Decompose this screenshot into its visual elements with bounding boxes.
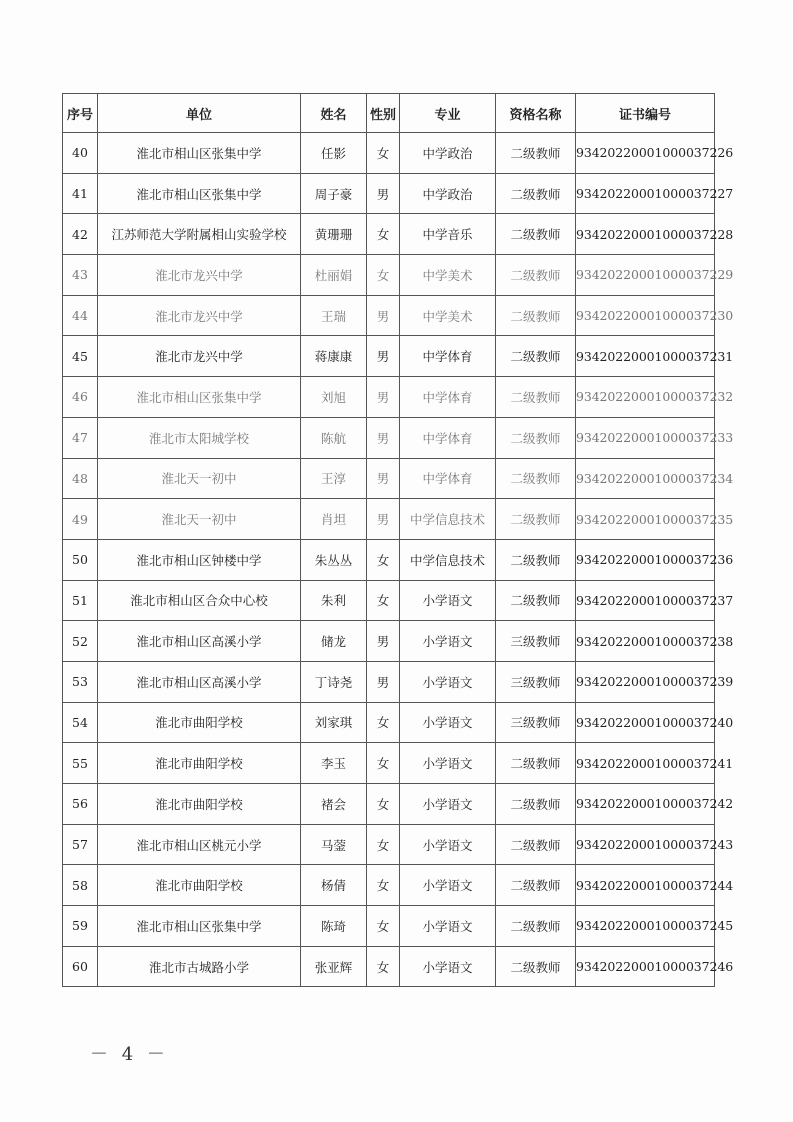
- cell-seq: 55: [63, 743, 98, 784]
- cell-name: 黄珊珊: [301, 214, 367, 255]
- cell-qualification: 二级教师: [496, 255, 576, 296]
- cell-name: 王淳: [301, 458, 367, 499]
- table-row: [63, 336, 715, 377]
- cell-major: 小学语文: [400, 824, 496, 865]
- cell-qualification: 三级教师: [496, 621, 576, 662]
- table-header-row: [63, 94, 715, 133]
- cell-name: 刘旭: [301, 377, 367, 418]
- cell-certificate: 93420220001000037239: [576, 661, 715, 702]
- cell-seq: 51: [63, 580, 98, 621]
- cell-qualification: 三级教师: [496, 702, 576, 743]
- cell-certificate: 93420220001000037236: [576, 539, 715, 580]
- cell-gender: 男: [367, 417, 400, 458]
- cell-qualification: 二级教师: [496, 824, 576, 865]
- cell-qualification: 二级教师: [496, 336, 576, 377]
- cell-major: 中学体育: [400, 336, 496, 377]
- cell-unit: 淮北市曲阳学校: [98, 743, 301, 784]
- cell-major: 中学音乐: [400, 214, 496, 255]
- cell-major: 小学语文: [400, 702, 496, 743]
- cell-major: 中学政治: [400, 133, 496, 174]
- cell-qualification: 二级教师: [496, 743, 576, 784]
- table-row: [63, 539, 715, 580]
- table-row: [63, 173, 715, 214]
- cell-unit: 淮北市曲阳学校: [98, 784, 301, 825]
- cell-gender: 女: [367, 865, 400, 906]
- cell-gender: 女: [367, 946, 400, 987]
- cell-unit: 淮北市龙兴中学: [98, 255, 301, 296]
- cell-seq: 44: [63, 295, 98, 336]
- cell-gender: 女: [367, 539, 400, 580]
- cell-certificate: 93420220001000037237: [576, 580, 715, 621]
- cell-gender: 男: [367, 173, 400, 214]
- cell-certificate: 93420220001000037228: [576, 214, 715, 255]
- cell-seq: 56: [63, 784, 98, 825]
- cell-unit: 淮北市相山区钟楼中学: [98, 539, 301, 580]
- cell-qualification: 二级教师: [496, 946, 576, 987]
- cell-name: 蒋康康: [301, 336, 367, 377]
- table-row: [63, 417, 715, 458]
- cell-unit: 淮北市太阳城学校: [98, 417, 301, 458]
- cell-certificate: 93420220001000037231: [576, 336, 715, 377]
- cell-unit: 淮北市曲阳学校: [98, 702, 301, 743]
- cell-unit: 淮北市相山区张集中学: [98, 133, 301, 174]
- table-row: [63, 824, 715, 865]
- cell-seq: 57: [63, 824, 98, 865]
- cell-qualification: 二级教师: [496, 458, 576, 499]
- cell-unit: 淮北天一初中: [98, 499, 301, 540]
- cell-name: 朱丛丛: [301, 539, 367, 580]
- cell-major: 中学体育: [400, 458, 496, 499]
- cell-certificate: 93420220001000037227: [576, 173, 715, 214]
- cell-unit: 淮北市相山区张集中学: [98, 173, 301, 214]
- cell-gender: 女: [367, 743, 400, 784]
- cell-name: 王瑞: [301, 295, 367, 336]
- cell-seq: 58: [63, 865, 98, 906]
- cell-name: 肖坦: [301, 499, 367, 540]
- cell-seq: 42: [63, 214, 98, 255]
- table-row: [63, 621, 715, 662]
- cell-major: 中学信息技术: [400, 499, 496, 540]
- cell-seq: 60: [63, 946, 98, 987]
- cell-name: 刘家琪: [301, 702, 367, 743]
- cell-unit: 淮北市相山区高溪小学: [98, 621, 301, 662]
- table-row: [63, 906, 715, 947]
- cell-name: 杜丽娟: [301, 255, 367, 296]
- cell-seq: 52: [63, 621, 98, 662]
- cell-major: 小学语文: [400, 865, 496, 906]
- cell-gender: 男: [367, 336, 400, 377]
- cell-name: 褚会: [301, 784, 367, 825]
- table-row: [63, 865, 715, 906]
- cell-name: 朱利: [301, 580, 367, 621]
- table-row: [63, 295, 715, 336]
- cell-name: 马蓥: [301, 824, 367, 865]
- table-row: [63, 946, 715, 987]
- cell-major: 小学语文: [400, 743, 496, 784]
- cell-name: 丁诗尧: [301, 661, 367, 702]
- cell-major: 小学语文: [400, 580, 496, 621]
- header-qualification: 资格名称: [496, 94, 576, 133]
- cell-seq: 50: [63, 539, 98, 580]
- cell-major: 小学语文: [400, 621, 496, 662]
- table-row: [63, 784, 715, 825]
- table-row: [63, 458, 715, 499]
- header-unit: 单位: [98, 94, 301, 133]
- cell-gender: 女: [367, 133, 400, 174]
- cell-major: 小学语文: [400, 784, 496, 825]
- cell-certificate: 93420220001000037245: [576, 906, 715, 947]
- header-major: 专业: [400, 94, 496, 133]
- cell-certificate: 93420220001000037233: [576, 417, 715, 458]
- cell-qualification: 二级教师: [496, 499, 576, 540]
- cell-seq: 46: [63, 377, 98, 418]
- cell-name: 储龙: [301, 621, 367, 662]
- cell-gender: 女: [367, 906, 400, 947]
- cell-gender: 男: [367, 295, 400, 336]
- cell-certificate: 93420220001000037243: [576, 824, 715, 865]
- header-certificate: 证书编号: [576, 94, 715, 133]
- cell-qualification: 二级教师: [496, 295, 576, 336]
- cell-name: 周子豪: [301, 173, 367, 214]
- cell-major: 中学体育: [400, 377, 496, 418]
- cell-certificate: 93420220001000037244: [576, 865, 715, 906]
- header-name: 姓名: [301, 94, 367, 133]
- cell-name: 陈航: [301, 417, 367, 458]
- cell-gender: 女: [367, 255, 400, 296]
- cell-gender: 男: [367, 377, 400, 418]
- cell-unit: 淮北市相山区张集中学: [98, 906, 301, 947]
- cell-unit: 淮北天一初中: [98, 458, 301, 499]
- cell-qualification: 二级教师: [496, 906, 576, 947]
- cell-qualification: 二级教师: [496, 214, 576, 255]
- cell-major: 中学政治: [400, 173, 496, 214]
- table-row: [63, 499, 715, 540]
- cell-gender: 男: [367, 458, 400, 499]
- cell-gender: 女: [367, 214, 400, 255]
- table-row: [63, 255, 715, 296]
- table-row: [63, 133, 715, 174]
- cell-unit: 淮北市相山区桃元小学: [98, 824, 301, 865]
- cell-name: 陈琦: [301, 906, 367, 947]
- cell-unit: 淮北市相山区合众中心校: [98, 580, 301, 621]
- cell-seq: 53: [63, 661, 98, 702]
- table-row: [63, 661, 715, 702]
- table-row: [63, 580, 715, 621]
- cell-qualification: 二级教师: [496, 133, 576, 174]
- cell-certificate: 93420220001000037246: [576, 946, 715, 987]
- cell-seq: 40: [63, 133, 98, 174]
- cell-certificate: 93420220001000037235: [576, 499, 715, 540]
- cell-certificate: 93420220001000037242: [576, 784, 715, 825]
- cell-name: 任影: [301, 133, 367, 174]
- cell-major: 中学信息技术: [400, 539, 496, 580]
- table-row: [63, 214, 715, 255]
- cell-name: 李玉: [301, 743, 367, 784]
- page-number: － 4 －: [90, 1044, 169, 1065]
- cell-certificate: 93420220001000037240: [576, 702, 715, 743]
- cell-major: 小学语文: [400, 906, 496, 947]
- cell-gender: 男: [367, 661, 400, 702]
- cell-unit: 淮北市古城路小学: [98, 946, 301, 987]
- cell-seq: 48: [63, 458, 98, 499]
- cell-major: 中学美术: [400, 255, 496, 296]
- cell-unit: 淮北市相山区张集中学: [98, 377, 301, 418]
- cell-major: 小学语文: [400, 661, 496, 702]
- cell-seq: 41: [63, 173, 98, 214]
- header-seq: 序号: [63, 94, 98, 133]
- cell-certificate: 93420220001000037226: [576, 133, 715, 174]
- cell-gender: 男: [367, 499, 400, 540]
- cell-certificate: 93420220001000037234: [576, 458, 715, 499]
- cell-certificate: 93420220001000037229: [576, 255, 715, 296]
- cell-unit: 江苏师范大学附属相山实验学校: [98, 214, 301, 255]
- cell-gender: 女: [367, 824, 400, 865]
- cell-unit: 淮北市龙兴中学: [98, 295, 301, 336]
- cell-gender: 女: [367, 580, 400, 621]
- cell-seq: 47: [63, 417, 98, 458]
- cell-qualification: 二级教师: [496, 865, 576, 906]
- cell-qualification: 二级教师: [496, 784, 576, 825]
- table-row: [63, 743, 715, 784]
- cell-name: 杨倩: [301, 865, 367, 906]
- cell-unit: 淮北市曲阳学校: [98, 865, 301, 906]
- cell-seq: 59: [63, 906, 98, 947]
- cell-certificate: 93420220001000037230: [576, 295, 715, 336]
- cell-seq: 54: [63, 702, 98, 743]
- table-row: [63, 377, 715, 418]
- cell-name: 张亚辉: [301, 946, 367, 987]
- cell-certificate: 93420220001000037238: [576, 621, 715, 662]
- cell-qualification: 二级教师: [496, 173, 576, 214]
- header-gender: 性别: [367, 94, 400, 133]
- cell-gender: 女: [367, 702, 400, 743]
- cell-certificate: 93420220001000037241: [576, 743, 715, 784]
- cell-gender: 男: [367, 621, 400, 662]
- table-row: [63, 702, 715, 743]
- cell-qualification: 三级教师: [496, 661, 576, 702]
- cell-qualification: 二级教师: [496, 377, 576, 418]
- cell-unit: 淮北市龙兴中学: [98, 336, 301, 377]
- cell-major: 小学语文: [400, 946, 496, 987]
- cell-major: 中学美术: [400, 295, 496, 336]
- cell-certificate: 93420220001000037232: [576, 377, 715, 418]
- cell-gender: 女: [367, 784, 400, 825]
- cell-seq: 43: [63, 255, 98, 296]
- cell-unit: 淮北市相山区高溪小学: [98, 661, 301, 702]
- cell-major: 中学体育: [400, 417, 496, 458]
- cell-qualification: 二级教师: [496, 417, 576, 458]
- cell-qualification: 二级教师: [496, 580, 576, 621]
- cell-seq: 45: [63, 336, 98, 377]
- cell-qualification: 二级教师: [496, 539, 576, 580]
- cell-seq: 49: [63, 499, 98, 540]
- teacher-roster-table: [62, 93, 734, 987]
